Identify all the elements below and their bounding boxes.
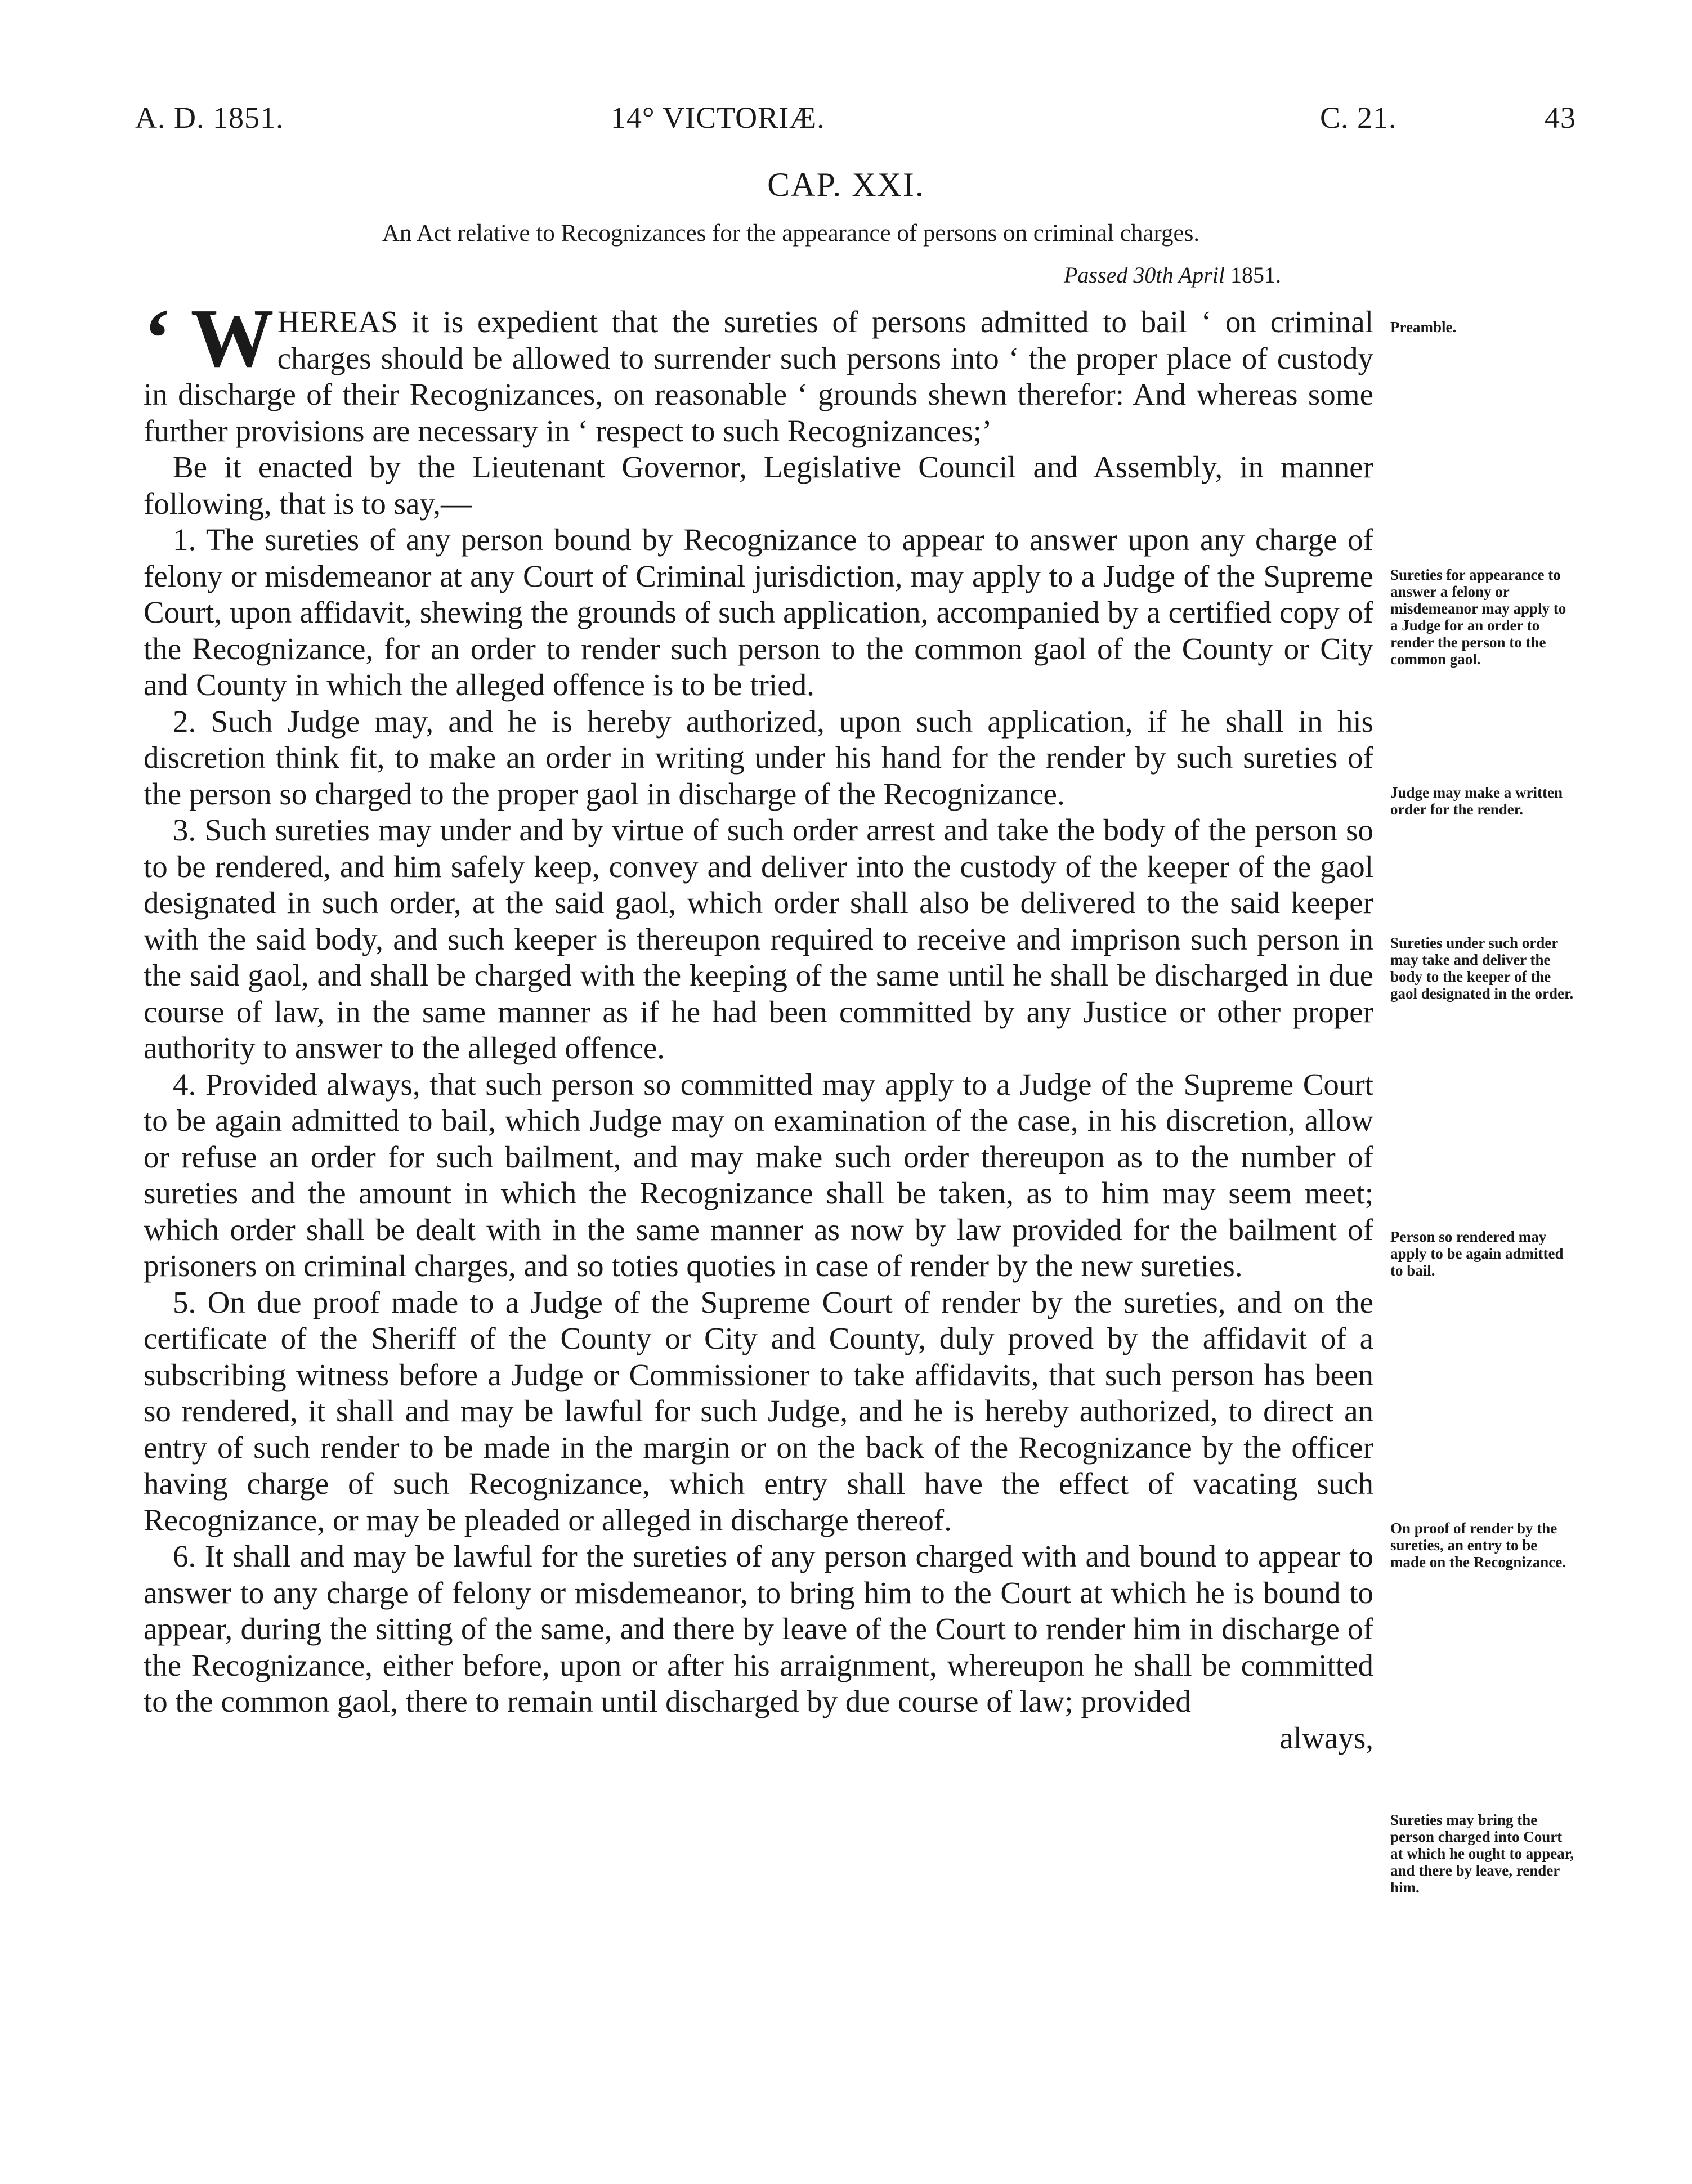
header-regnal-year: 14° VICTORIÆ. — [611, 101, 825, 135]
margin-note-preamble: Preamble. — [1390, 319, 1457, 335]
header-year: A. D. 1851. — [135, 101, 284, 135]
section-number: 4. — [173, 1067, 196, 1102]
act-long-title: An Act relative to Recognizances for the appearance of persons on criminal charges. — [382, 220, 1200, 247]
page-number: 43 — [1545, 101, 1576, 135]
margin-note-section-3: Sureties under such order may take and deliver the body to the keeper of the gaol designated in the order. — [1390, 934, 1574, 1002]
margin-note-section-6: Sureties may bring the person charged into Court at which he ought to appear, and there by leave, render him. — [1390, 1811, 1574, 1896]
act-body — [144, 292, 1374, 1756]
section-text: It shall and may be lawful for the sureties of any person charged with and bound to appear to answer to any charge of felony or misdemeanor, to bring him to the Court at which he is bound to appear, during the sitting of the same, and there by leave of the Court to render him in discharge of the Recognizance, either before, upon or after his arraignment, whereupon he shall be committed to the common gaol, there to remain until discharged by due course of law; provided — [144, 1539, 1374, 1718]
section-number: 6. — [173, 1539, 196, 1573]
section-text: Such Judge may, and he is hereby authorized, upon such application, if he shall in his discretion think fit, to make an order in writing under his hand for the render by such sureties of the person so charged to the proper gaol in discharge of the Recognizance. — [144, 704, 1374, 811]
section-6 — [144, 1538, 1373, 1720]
section-4 — [144, 1067, 1373, 1285]
section-number: 1. — [173, 522, 196, 557]
chapter-title: CAP. XXI. — [767, 166, 925, 203]
header-chapter: C. 21. — [1320, 101, 1397, 135]
passed-date — [1064, 262, 1281, 288]
enacting-clause: Be it enacted by the Lieutenant Governor, Legislative Council and Assembly, in manner following, that is to say,— — [144, 450, 1373, 521]
opening-quote: ‘ — [144, 292, 172, 384]
section-1 — [144, 522, 1373, 704]
preamble-text: HEREAS it is expedient that the sureties of persons admitted to bail ‘ on criminal charges should be allowed to surrender such persons into ‘ the proper place of custody in discharge of their Recognizances, on reasonable ‘ grounds shewn therefor: And whereas some further provisions are necessary in ‘ respect to such Recognizances;’ — [144, 305, 1373, 448]
passed-year: 1851. — [1230, 262, 1281, 288]
section-text: Such sureties may under and by virtue of such order arrest and take the body of the person so to be rendered, and him safely keep, convey and deliver into the custody of the keeper of the gaol designated in such order, at the said gaol, which order shall also be delivered to the said keeper with the said body, and such keeper is thereupon required to receive and imprison such person in the said gaol, and shall be charged with the keeping of the same until he shall be discharged in due course of law, in the same manner as if he had been committed by any Justice or other proper authority to answer to the alleged offence. — [144, 813, 1373, 1065]
margin-note-section-1: Sureties for appearance to answer a felony or misdemeanor may apply to a Judge for an order to render the person to the common gaol. — [1390, 566, 1566, 668]
passed-label: Passed — [1064, 262, 1128, 288]
margin-note-section-2: Judge may make a written order for the render. — [1390, 784, 1563, 818]
passed-day-month: 30th April — [1133, 262, 1225, 288]
drop-cap-letter: W — [190, 292, 274, 384]
running-header — [135, 100, 1576, 145]
section-5 — [144, 1285, 1373, 1539]
drop-cap — [144, 292, 274, 384]
section-2 — [144, 704, 1373, 813]
section-text: The sureties of any person bound by Recognizance to appear to answer upon any charge of felony or misdemeanor at any Court of Criminal jurisdiction, may apply to a Judge of the Supreme Court, upon affidavit, shewing the grounds of such application, accompanied by a certified copy of the Recognizance, for an order to render such person to the common gaol of the County or City and County in which the alleged offence is to be tried. — [144, 522, 1373, 702]
section-3 — [144, 812, 1373, 1067]
section-number: 2. — [173, 704, 196, 739]
section-number: 3. — [173, 813, 196, 847]
catchword: always, — [1279, 1720, 1373, 1755]
margin-note-section-4: Person so rendered may apply to be again admitted to bail. — [1390, 1228, 1564, 1279]
section-text: On due proof made to a Judge of the Supreme Court of render by the sureties, and on the certificate of the Sheriff of the County or City and County, duly proved by the affidavit of a subscribing witness before a Judge or Commissioner to take affidavits, that such person has been so rendered, it shall and may be lawful for such Judge, and he is hereby authorized, to direct an entry of such render to be made in the margin or on the back of the Recognizance by the officer having charge of such Recognizance, which entry shall have the effect of vacating such Recognizance, or may be pleaded or alleged in discharge thereof. — [144, 1285, 1374, 1537]
preamble-paragraph — [144, 292, 1373, 449]
section-number: 5. — [173, 1285, 196, 1319]
margin-note-section-5: On proof of render by the sureties, an entry to be made on the Recognizance. — [1390, 1520, 1566, 1570]
section-text: Provided always, that such person so committed may apply to a Judge of the Supreme Court to be again admitted to bail, which Judge may on examination of the case, in his discretion, allow or refuse an order for such bailment, and may make such order thereupon as to the number of sureties and the amount in which the Recognizance shall be taken, as to him may seem meet; which order shall be dealt with in the same manner as now by law provided for the bailment of prisoners on criminal charges, and so toties quoties in case of render by the new sureties. — [144, 1067, 1374, 1283]
